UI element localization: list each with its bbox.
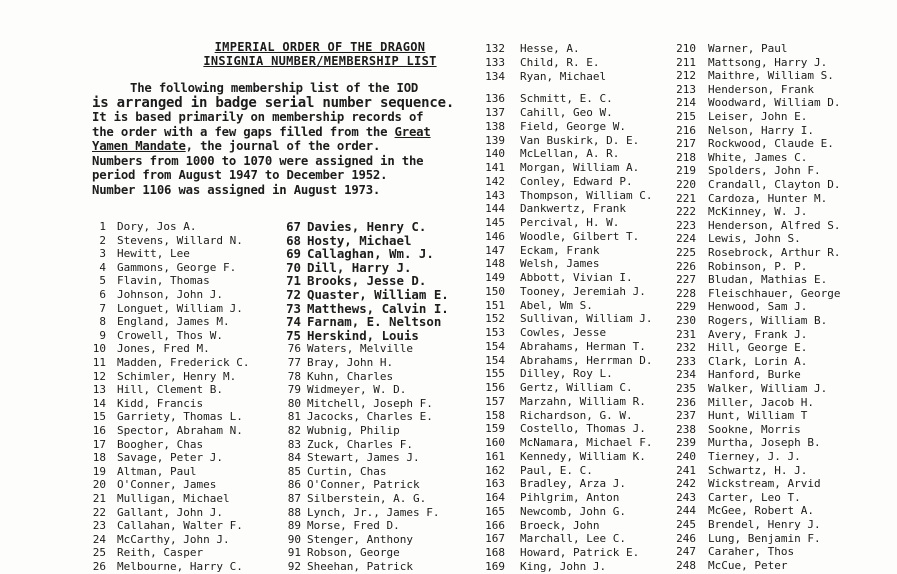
intro-line: It is based primarily on membership records of: [92, 110, 424, 124]
member-name: McCarthy, John J.: [117, 532, 230, 546]
intro-line: [92, 125, 476, 140]
member-name: Rosebrock, Arthur R.: [708, 246, 841, 259]
member-name: Field, George W.: [520, 119, 626, 133]
member-name: Crandall, Clayton D.: [708, 178, 841, 191]
member-name: Farnam, E. Neltson: [307, 314, 442, 330]
member-name: Abel, Wm S.: [520, 298, 593, 312]
badge-number: 143: [485, 188, 505, 202]
member-name: Hunt, William T: [708, 409, 808, 423]
badge-number: 148: [485, 257, 505, 271]
member-name: Henderson, Frank: [708, 82, 814, 96]
member-name: McCue, Peter: [708, 558, 788, 572]
member-name: Marzahn, William R.: [520, 394, 646, 408]
badge-number: 230: [676, 314, 696, 327]
member-name: Waters, Melville: [307, 342, 413, 356]
member-name: Stewart, James J.: [307, 451, 420, 465]
member-name: Silberstein, A. G.: [307, 492, 427, 505]
journal-title-part: Great: [394, 124, 431, 139]
badge-number: 231: [676, 327, 696, 341]
member-name: Hanford, Burke: [708, 368, 801, 382]
member-name: Henderson, Alfred S.: [708, 218, 841, 232]
badge-number: 224: [676, 232, 696, 246]
member-name: Nelson, Harry I.: [708, 123, 814, 137]
member-name: Abrahams, Herman T.: [520, 339, 646, 353]
member-name: Altman, Paul: [117, 464, 197, 478]
member-name: Dory, Jos A.: [117, 220, 197, 233]
badge-number: 142: [485, 174, 505, 188]
badge-number: 151: [485, 298, 505, 312]
member-name: Zuck, Charles F.: [307, 437, 413, 451]
member-name: Schmitt, E. C.: [520, 92, 613, 106]
member-name: Jacocks, Charles E.: [307, 410, 433, 424]
member-name: Cahill, Geo W.: [520, 106, 613, 119]
badge-number: 22: [92, 505, 106, 519]
badge-number: 139: [485, 133, 505, 147]
badge-number: 235: [676, 382, 696, 395]
member-name: Gertz, William C.: [520, 381, 633, 394]
member-name: Abbott, Vivian I.: [520, 271, 633, 284]
member-name: Bludan, Mathias E.: [708, 273, 828, 287]
member-name: England, James M.: [117, 315, 230, 329]
badge-number: 214: [676, 96, 696, 110]
badge-number: 229: [676, 300, 696, 314]
member-name: Van Buskirk, D. E.: [520, 133, 640, 147]
member-name: Davies, Henry C.: [307, 219, 427, 234]
badge-number: 232: [676, 341, 696, 355]
intro-line: [92, 139, 476, 154]
badge-number: 233: [676, 354, 696, 368]
badge-number: 246: [676, 531, 696, 545]
badge-number: 236: [676, 395, 696, 409]
badge-number: 147: [485, 243, 505, 257]
member-name: Mitchell, Joseph F.: [307, 396, 433, 410]
member-name: Longuet, William J.: [117, 301, 243, 315]
member-name: Child, R. E.: [520, 55, 600, 69]
member-name: Brendel, Henry J.: [708, 518, 821, 531]
intro-line: is arranged in badge serial number sequence.: [92, 94, 455, 111]
badge-number: 169: [485, 559, 505, 573]
badge-number: 15: [92, 410, 106, 424]
member-name: Schimler, Henry M.: [117, 369, 237, 383]
badge-number: 166: [485, 518, 505, 532]
intro-line: The following membership list of the IOD: [130, 81, 419, 95]
badge-number: 211: [676, 55, 696, 69]
badge-number: 162: [485, 463, 505, 477]
badge-number: 155: [485, 367, 505, 381]
member-name: Sullivan, William J.: [520, 312, 653, 326]
badge-number: 242: [676, 477, 696, 491]
member-name: Newcomb, John G.: [520, 504, 626, 518]
member-name: Cardoza, Hunter M.: [708, 191, 828, 205]
badge-number: 1: [99, 220, 106, 233]
badge-number: 248: [676, 558, 696, 572]
member-name: Sheehan, Patrick: [307, 560, 413, 573]
badge-number: 17: [92, 437, 106, 451]
member-name: Lewis, John S.: [708, 232, 801, 246]
badge-number: 19: [92, 464, 106, 478]
badge-number: 150: [485, 284, 505, 298]
badge-number: 132: [485, 42, 505, 55]
badge-number: 165: [485, 504, 505, 518]
member-name: Sookne, Morris: [708, 422, 801, 436]
badge-number: 161: [485, 449, 505, 463]
badge-number: 218: [676, 150, 696, 164]
badge-number: 20: [92, 478, 106, 492]
badge-number: 238: [676, 422, 696, 436]
member-name: Quaster, William E.: [307, 287, 449, 302]
badge-number: 87: [287, 492, 301, 505]
member-name: Mattsong, Harry J.: [708, 55, 828, 69]
badge-number: 24: [92, 532, 106, 546]
member-name: King, John J.: [520, 559, 607, 573]
member-name: Kuhn, Charles: [307, 369, 394, 383]
member-name: Melbourne, Harry C.: [117, 560, 243, 573]
badge-number: 90: [287, 532, 301, 546]
badge-number: 237: [676, 409, 696, 423]
member-name: Mulligan, Michael: [117, 492, 230, 505]
member-name: Hosty, Michael: [307, 232, 412, 248]
member-name: Kidd, Francis: [117, 396, 204, 410]
member-name: Ryan, Michael: [520, 69, 607, 83]
member-name: Carter, Leo T.: [708, 490, 801, 504]
badge-number: 225: [676, 246, 696, 259]
member-name: McKinney, W. J.: [708, 205, 808, 219]
intro-line: period from August 1947 to December 1952.: [92, 168, 388, 182]
member-name: Tooney, Jeremiah J.: [520, 284, 646, 298]
member-name: Richardson, G. W.: [520, 408, 633, 422]
badge-number: 243: [676, 490, 696, 504]
badge-number: 77: [287, 356, 301, 369]
member-name: Widmeyer, W. D.: [307, 383, 407, 397]
member-name: Dill, Harry J.: [307, 259, 412, 275]
member-name: Jones, Fred M.: [117, 342, 210, 356]
member-name: Abrahams, Herrman D.: [520, 353, 653, 367]
member-name: Callahan, Walter F.: [117, 519, 243, 533]
member-name: Fleischhauer, George: [708, 286, 841, 300]
badge-number: 71: [286, 273, 301, 289]
member-name: Maithre, William S.: [708, 69, 834, 83]
badge-number: 134: [485, 69, 505, 83]
member-name: Boogher, Chas: [117, 437, 204, 451]
member-name: Murtha, Joseph B.: [708, 436, 821, 450]
badge-number: 82: [287, 424, 301, 437]
member-name: Miller, Jacob H.: [708, 395, 814, 409]
badge-number: 133: [485, 55, 505, 69]
badge-number: 7: [99, 301, 106, 315]
badge-number: 140: [485, 147, 505, 161]
member-name: Marchall, Lee C.: [520, 532, 626, 546]
badge-number: 222: [676, 205, 696, 219]
badge-number: 149: [485, 271, 505, 284]
badge-number: 5: [99, 274, 106, 288]
member-name: McNamara, Michael F.: [520, 436, 653, 449]
badge-number: 11: [92, 356, 106, 369]
member-name: Morse, Fred D.: [307, 519, 400, 533]
member-name: Costello, Thomas J.: [520, 422, 646, 436]
member-name: Dankwertz, Frank: [520, 202, 626, 216]
badge-number: 91: [287, 546, 301, 560]
badge-number: 89: [287, 519, 301, 533]
member-name: Stenger, Anthony: [307, 532, 413, 546]
member-name: Herskind, Louis: [307, 327, 419, 343]
member-name: Matthews, Calvin I.: [307, 300, 449, 316]
badge-number: 78: [287, 369, 301, 383]
badge-number: 163: [485, 477, 505, 491]
member-name: Morgan, William A.: [520, 161, 640, 174]
badge-number: 213: [676, 82, 696, 96]
member-name: Johnson, John J.: [117, 288, 223, 301]
member-name: Rogers, William B.: [708, 314, 828, 327]
member-name: Madden, Frederick C.: [117, 356, 250, 369]
badge-number: 3: [99, 247, 106, 261]
badge-number: 23: [92, 519, 106, 533]
badge-number: 210: [676, 42, 696, 55]
badge-number: 152: [485, 312, 505, 326]
intro-paragraph: [92, 81, 476, 197]
member-name: Spector, Abraham N.: [117, 424, 243, 437]
badge-number: 68: [286, 232, 301, 248]
member-name: Wickstream, Arvid: [708, 477, 821, 491]
badge-number: 10: [92, 342, 106, 356]
member-name: Savage, Peter J.: [117, 451, 223, 465]
member-name: Walker, William J.: [708, 382, 828, 395]
intro-line: Numbers from 1000 to 1070 were assigned in the: [92, 153, 424, 168]
member-name: Gammons, George F.: [117, 260, 237, 274]
badge-number: 146: [485, 229, 505, 243]
member-name: McLellan, A. R.: [520, 147, 620, 161]
member-name: Reith, Casper: [117, 546, 204, 560]
member-name: O'Conner, Patrick: [307, 478, 420, 492]
badge-number: 158: [485, 408, 505, 422]
badge-number: 75: [286, 327, 301, 343]
member-name: Hill, Clement B.: [117, 383, 223, 397]
badge-number: 212: [676, 69, 696, 83]
badge-number: 245: [676, 518, 696, 531]
badge-number: 144: [485, 202, 505, 216]
journal-title-part: Yamen Mandate: [92, 139, 186, 153]
badge-number: 219: [676, 164, 696, 178]
member-name: Hewitt, Lee: [117, 247, 190, 261]
badge-number: 157: [485, 394, 505, 408]
member-name: Lung, Benjamin F.: [708, 531, 821, 545]
intro-text: the order with a few gaps filled from the: [92, 124, 395, 139]
badge-number: 83: [287, 437, 301, 451]
badge-number: 80: [287, 396, 301, 410]
intro-line: Number 1106 was assigned in August 1973.: [92, 182, 381, 197]
badge-number: 221: [676, 191, 696, 205]
badge-number: 2: [99, 233, 106, 247]
badge-number: 153: [485, 326, 505, 339]
member-name: Robinson, P. P.: [708, 259, 808, 273]
badge-number: 13: [92, 383, 106, 397]
member-name: Gallant, John J.: [117, 505, 223, 519]
badge-number: 141: [485, 161, 505, 174]
badge-number: 79: [287, 383, 301, 397]
badge-number: 74: [286, 314, 301, 330]
badge-number: 167: [485, 532, 505, 546]
member-name: Callaghan, Wm. J.: [307, 246, 434, 262]
member-name: Woodward, William D.: [708, 96, 841, 110]
member-name: Bradley, Arza J.: [520, 477, 626, 491]
badge-number: 154: [485, 339, 505, 353]
badge-number: 244: [676, 504, 696, 518]
badge-number: 92: [287, 560, 301, 573]
badge-number: 4: [99, 260, 106, 274]
badge-number: 14: [92, 396, 106, 410]
badge-number: 12: [92, 369, 106, 383]
member-name: Flavin, Thomas: [117, 274, 210, 288]
member-name: Thompson, William C.: [520, 188, 653, 202]
badge-number: 18: [92, 451, 106, 465]
badge-number: 6: [99, 288, 106, 301]
badge-number: 85: [287, 464, 301, 478]
member-name: Paul, E. C.: [520, 463, 593, 477]
badge-number: 136: [485, 92, 505, 106]
badge-number: 72: [286, 287, 301, 302]
member-name: Garriety, Thomas L.: [117, 410, 243, 424]
badge-number: 217: [676, 137, 696, 151]
badge-number: 16: [92, 424, 106, 437]
member-name: Warner, Paul: [708, 42, 788, 55]
member-name: Crowell, Thos W.: [117, 328, 223, 342]
badge-number: 9: [99, 328, 106, 342]
badge-number: 239: [676, 436, 696, 450]
member-name: Hill, George E.: [708, 341, 808, 355]
member-name: Pihlgrim, Anton: [520, 491, 620, 504]
badge-number: 84: [287, 451, 301, 465]
member-name: Curtin, Chas: [307, 464, 387, 478]
badge-number: 216: [676, 123, 696, 137]
member-name: Wubnig, Philip: [307, 424, 400, 437]
member-name: McGee, Robert A.: [708, 504, 814, 518]
badge-number: 228: [676, 286, 696, 300]
badge-number: 154: [485, 353, 505, 367]
badge-number: 159: [485, 422, 505, 436]
member-name: Percival, H. W.: [520, 216, 620, 229]
badge-number: 76: [287, 342, 301, 356]
badge-number: 137: [485, 106, 505, 119]
intro-text: , the journal of the order.: [185, 139, 381, 153]
badge-number: 156: [485, 381, 505, 394]
badge-number: 67: [286, 219, 301, 234]
badge-number: 227: [676, 273, 696, 287]
badge-number: 226: [676, 259, 696, 273]
member-name: Lynch, Jr., James F.: [307, 505, 440, 519]
badge-number: 234: [676, 368, 696, 382]
badge-number: 145: [485, 216, 505, 229]
badge-number: 168: [485, 546, 505, 559]
badge-number: 138: [485, 119, 505, 133]
badge-number: 86: [287, 478, 301, 492]
badge-number: 215: [676, 110, 696, 123]
member-name: Howard, Patrick E.: [520, 546, 640, 559]
member-name: Eckam, Frank: [520, 243, 600, 257]
member-name: Spolders, John F.: [708, 164, 821, 178]
badge-number: 164: [485, 491, 505, 504]
member-name: Broeck, John: [520, 518, 600, 532]
member-name: Clark, Lorin A.: [708, 354, 808, 368]
member-name: White, James C.: [708, 150, 808, 164]
badge-number: 81: [287, 410, 301, 424]
badge-number: 73: [286, 300, 301, 316]
member-name: Woodle, Gilbert T.: [520, 229, 640, 243]
member-name: Caraher, Thos: [708, 545, 795, 559]
badge-number: 247: [676, 545, 696, 559]
badge-number: 160: [485, 436, 505, 449]
member-name: Kennedy, William K.: [520, 449, 646, 463]
badge-number: 69: [286, 246, 301, 262]
badge-number: 70: [286, 259, 301, 275]
member-name: Henwood, Sam J.: [708, 300, 808, 314]
member-name: Dilley, Roy L.: [520, 367, 613, 381]
member-name: Robson, George: [307, 546, 400, 560]
member-name: Schwartz, H. J.: [708, 463, 808, 477]
member-name: O'Conner, James: [117, 478, 217, 492]
member-name: Rockwood, Claude E.: [708, 137, 834, 151]
badge-number: 8: [99, 315, 106, 329]
member-name: Tierney, J. J.: [708, 450, 801, 463]
member-name: Welsh, James: [520, 257, 600, 271]
member-name: Brooks, Jesse D.: [307, 273, 427, 289]
member-name: Bray, John H.: [307, 356, 394, 369]
member-name: Conley, Edward P.: [520, 174, 633, 188]
badge-number: 88: [287, 505, 301, 519]
document-title: IMPERIAL ORDER OF THE DRAGON: [214, 40, 426, 54]
document-subtitle: INSIGNIA NUMBER/MEMBERSHIP LIST: [203, 54, 437, 68]
badge-number: 25: [92, 546, 106, 560]
member-name: Leiser, John E.: [708, 110, 808, 123]
badge-number: 220: [676, 178, 696, 191]
badge-number: 26: [92, 560, 106, 573]
badge-number: 223: [676, 218, 696, 232]
member-name: Avery, Frank J.: [708, 327, 808, 341]
badge-number: 240: [676, 450, 696, 463]
badge-number: 241: [676, 463, 696, 477]
badge-number: 21: [92, 492, 106, 505]
member-name: Stevens, Willard N.: [117, 233, 243, 247]
member-name: Hesse, A.: [520, 42, 580, 55]
member-name: Cowles, Jesse: [520, 326, 607, 339]
